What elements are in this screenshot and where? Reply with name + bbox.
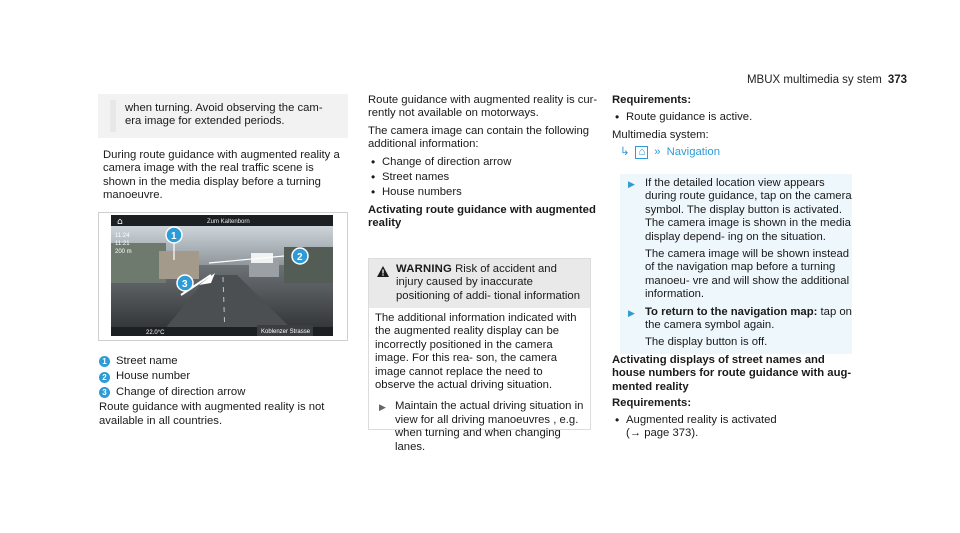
list-item <box>612 414 857 441</box>
column-3-lower <box>612 354 857 444</box>
requirements-label: Requirements: <box>612 94 692 106</box>
enter-arrow-icon: ↳ <box>620 146 630 159</box>
step-2-bold: To return to the navigation map: <box>645 305 818 318</box>
section-heading-street-names: Activating displays of street names and house numbers for route guidance with aug‐ mented reality <box>612 354 852 393</box>
requirements-list-2 <box>612 414 857 441</box>
step-arrow-icon: ▶ <box>379 402 386 413</box>
warning-step <box>375 400 585 454</box>
step-1-text: If the detailed location view appears during route guidance, tap on the camera symbol. The display button is activated. The camera image is shown in the media display depend‐ ing on the situation. <box>645 177 852 243</box>
photo-street-bottom: Koblenzer Strasse <box>261 329 311 335</box>
instruction-steps <box>620 174 852 354</box>
page-reference-link[interactable]: (→ page 373). <box>626 427 699 440</box>
warning-continued-box <box>98 94 348 138</box>
intro-paragraph: During route guidance with augmented reality a camera image with the real traffic scene is shown in the media display before a turning manoeuvre. <box>103 149 340 202</box>
section-heading-activating: Activating route guidance with augmented reality <box>368 203 596 230</box>
column-2 <box>368 94 598 235</box>
callout-2-marker <box>292 248 308 264</box>
home-icon: ⌂ <box>635 146 648 159</box>
column-3 <box>612 94 857 168</box>
warning-body-text: The additional information indicated with the augmented reality display can be incorrectly positioned in the camera image. For this rea‐ son, the camera image cannot replace the need to observe the actual driving situation. <box>375 312 577 392</box>
step-1-text-2: The camera image will be shown instead of the navigation map before a turning manoeu‐ vre and will show the additional information. <box>645 248 850 301</box>
warning-title-rest: Risk of accident and injury caused by inaccurate positioning of addi‐ tional information <box>396 263 580 302</box>
list-item: • Street names <box>368 171 598 184</box>
instruction-step <box>620 177 852 302</box>
camera-info-list <box>368 156 598 200</box>
home-icon: ⌂ <box>117 217 123 227</box>
step-arrow-icon: ▶ <box>628 307 635 318</box>
page-number: 373 <box>887 74 907 86</box>
page-header <box>747 74 907 87</box>
step-2-rest: tap on the camera symbol again. <box>645 305 852 332</box>
warning-step-text: Maintain the actual driving situation in view for all driving manoeuvres , e.g. when turning and when changing lanes. <box>395 400 584 453</box>
list-item: • Route guidance is active. <box>612 111 857 124</box>
figure-legend <box>99 355 349 428</box>
step-2-text-2: The display button is off. <box>645 336 768 349</box>
navigation-label: Navigation <box>666 146 720 159</box>
warning-label: WARNING <box>396 263 452 275</box>
requirement-text: Augmented reality is activated <box>626 413 777 426</box>
camera-info-intro: The camera image can contain the following additional information: <box>368 124 590 151</box>
list-item: • Change of direction arrow <box>368 156 598 169</box>
step-2-text <box>645 306 852 333</box>
photo-time-1: 11:24 <box>115 233 130 239</box>
warning-title <box>396 263 586 303</box>
camera-image <box>99 213 347 340</box>
svg-text:2: 2 <box>297 252 303 263</box>
header-title: MBUX multimedia sy stem <box>746 74 882 86</box>
warning-side-bar <box>110 100 116 132</box>
warning-triangle-icon <box>377 266 389 277</box>
warning-continued-text: when turning. Avoid observing the cam‐ era image for extended periods. <box>125 102 323 128</box>
step-arrow-icon: ▶ <box>628 179 635 189</box>
photo-temperature: 22.0°C <box>146 330 165 336</box>
callout-1-marker <box>166 227 182 243</box>
photo-time-2: 11:21 <box>115 241 130 247</box>
callout-3-marker <box>177 275 193 291</box>
chevron-right-icon: » <box>654 146 661 159</box>
svg-text:3: 3 <box>182 279 188 290</box>
multimedia-system-label: Multimedia system: <box>612 128 709 141</box>
availability-note: Route guidance with augmented reality is not available in all countries. <box>99 401 325 427</box>
legend-label: House number <box>116 370 191 383</box>
legend-item <box>99 355 349 368</box>
legend-item <box>99 386 349 399</box>
svg-text:1: 1 <box>171 231 177 242</box>
list-item: • House numbers <box>368 186 598 199</box>
requirements-list <box>612 111 857 124</box>
warning-body <box>375 312 585 454</box>
photo-distance: 200 m <box>115 249 132 255</box>
legend-label: Change of direction arrow <box>116 385 246 398</box>
legend-item <box>99 370 349 383</box>
navigation-path <box>620 146 857 159</box>
camera-image-figure <box>98 212 348 341</box>
legend-label: Street name <box>116 355 178 367</box>
legend-number: 3 <box>99 387 110 398</box>
instruction-step <box>620 306 852 350</box>
legend-number: 1 <box>99 356 110 367</box>
photo-street-top: Zum Kaltenborn <box>207 219 250 225</box>
warning-box <box>368 258 591 453</box>
requirements-label-2: Requirements: <box>612 397 692 410</box>
motorway-note: Route guidance with augmented reality is cur‐ rently not available on motorways. <box>368 94 598 120</box>
legend-number: 2 <box>99 372 110 383</box>
